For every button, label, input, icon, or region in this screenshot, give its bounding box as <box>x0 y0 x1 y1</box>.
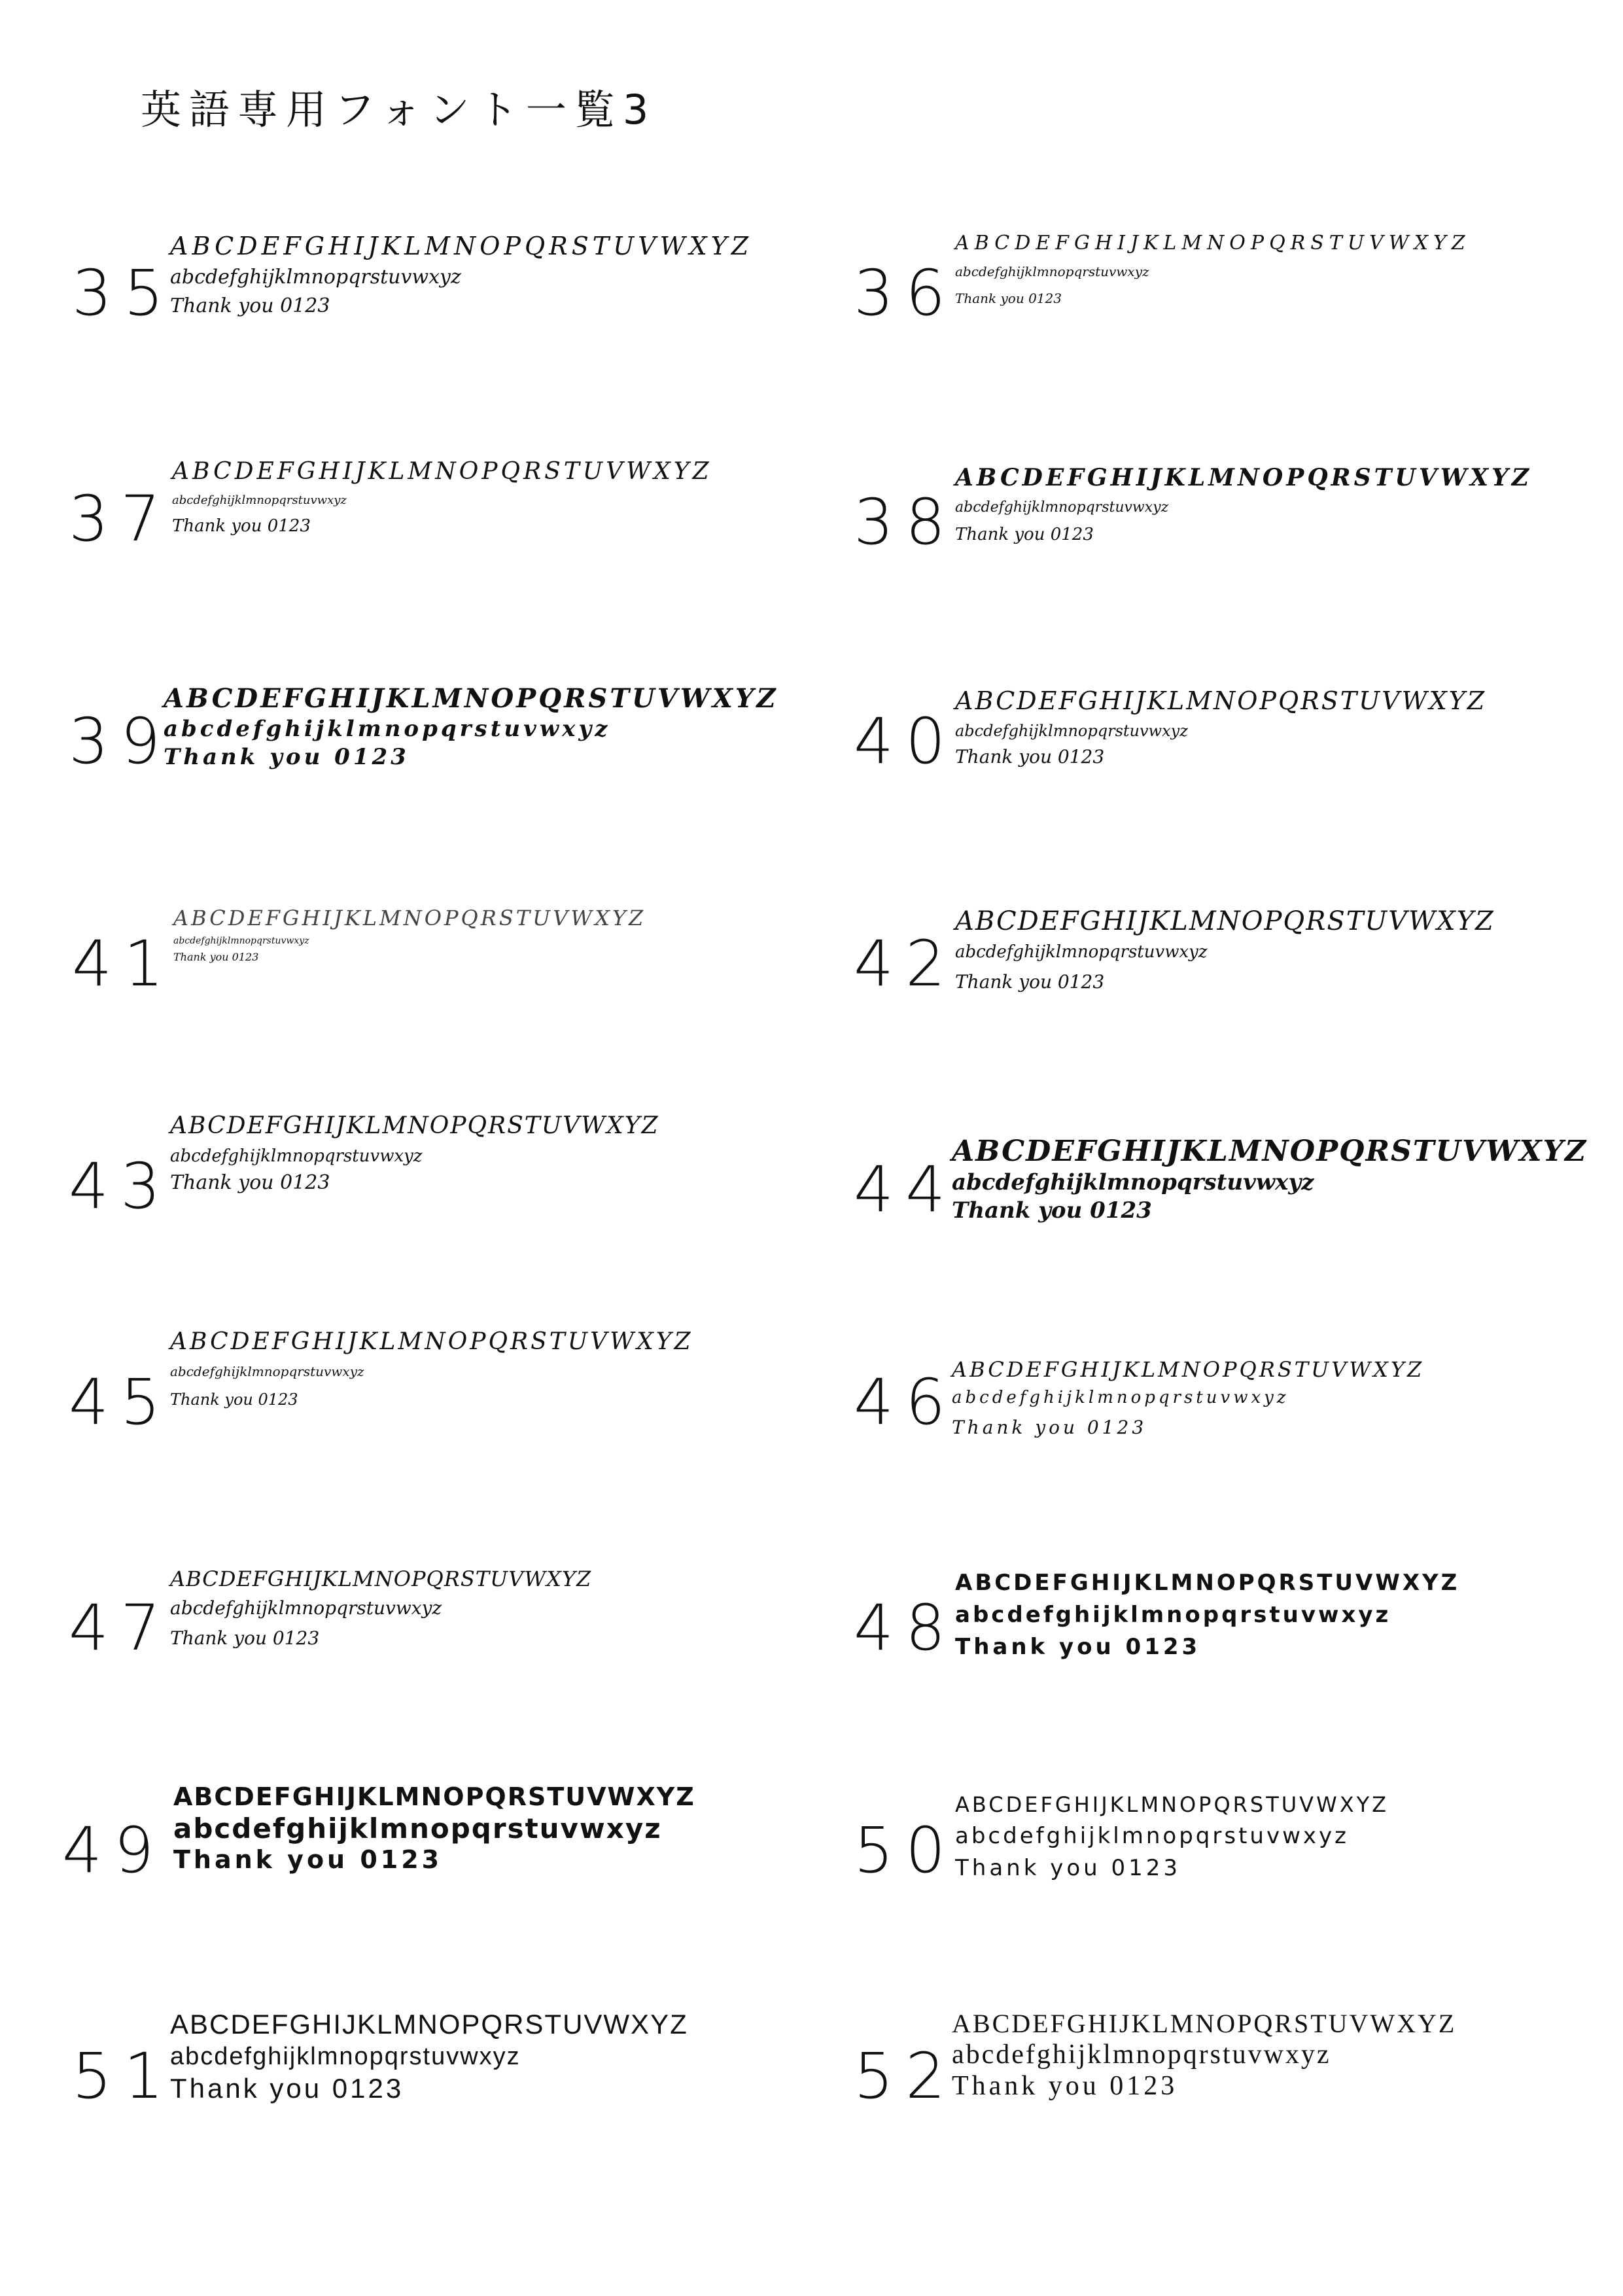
uppercase-line: ABCDEFGHIJKLMNOPQRSTUVWXYZ <box>170 1328 693 1355</box>
font-sample-40 <box>854 687 1623 844</box>
phrase-line: Thank you 0123 <box>952 2071 1178 2102</box>
uppercase-line: ABCDEFGHIJKLMNOPQRSTUVWXYZ <box>955 232 1471 255</box>
lowercase-line: abcdefghijklmnopqrstuvwxyz <box>170 265 461 289</box>
uppercase-line: ABCDEFGHIJKLMNOPQRSTUVWXYZ <box>170 232 753 260</box>
uppercase-line: ABCDEFGHIJKLMNOPQRSTUVWXYZ <box>952 1357 1425 1382</box>
sample-lines <box>955 906 1495 993</box>
lowercase-line: abcdefghijklmnopqrstuvwxyz <box>164 716 611 742</box>
uppercase-line: ABCDEFGHIJKLMNOPQRSTUVWXYZ <box>952 1135 1588 1168</box>
font-number: 36 <box>854 256 958 330</box>
lowercase-line: abcdefghijklmnopqrstuvwxyz <box>173 1812 662 1845</box>
font-sample-45 <box>69 1328 854 1485</box>
font-number: 47 <box>69 1591 173 1665</box>
sample-lines <box>170 2009 688 2104</box>
phrase-line: Thank you 0123 <box>955 290 1062 306</box>
font-number: 48 <box>854 1591 958 1665</box>
uppercase-line: ABCDEFGHIJKLMNOPQRSTUVWXYZ <box>955 906 1495 936</box>
page-title: 英語専用フォント一覧3 <box>141 86 657 133</box>
font-number: 39 <box>69 705 173 778</box>
font-number: 50 <box>854 1814 958 1887</box>
sample-lines <box>172 458 712 537</box>
phrase-line: Thank you 0123 <box>955 1634 1201 1661</box>
font-number: 45 <box>69 1366 173 1439</box>
uppercase-line: ABCDEFGHIJKLMNOPQRSTUVWXYZ <box>170 1112 659 1139</box>
uppercase-line: ABCDEFGHIJKLMNOPQRSTUVWXYZ <box>164 683 778 714</box>
font-sample-50 <box>854 1793 1623 1950</box>
lowercase-line: abcdefghijklmnopqrstuvwxyz <box>955 1602 1391 1629</box>
sample-lines <box>952 1358 1424 1438</box>
phrase-line: Thank you 0123 <box>170 1171 330 1195</box>
uppercase-line: ABCDEFGHIJKLMNOPQRSTUVWXYZ <box>173 1782 695 1811</box>
font-sample-37 <box>69 458 854 615</box>
phrase-line: Thank you 0123 <box>170 1390 298 1409</box>
font-number: 42 <box>854 927 958 1000</box>
sample-lines <box>952 1135 1587 1224</box>
phrase-line: Thank you 0123 <box>164 744 410 771</box>
sample-lines <box>170 232 752 318</box>
uppercase-line: ABCDEFGHIJKLMNOPQRSTUVWXYZ <box>955 686 1487 715</box>
phrase-line: Thank you 0123 <box>172 516 311 537</box>
font-sample-42 <box>854 906 1623 1063</box>
uppercase-line: ABCDEFGHIJKLMNOPQRSTUVWXYZ <box>955 464 1533 491</box>
phrase-line: Thank you 0123 <box>952 1197 1152 1224</box>
lowercase-line: abcdefghijklmnopqrstuvwxyz <box>172 493 347 508</box>
lowercase-line: abcdefghijklmnopqrstuvwxyz <box>955 263 1149 279</box>
sample-lines <box>173 1783 695 1875</box>
lowercase-line: abcdefghijklmnopqrstuvwxyz <box>173 935 309 946</box>
sample-lines <box>170 1112 659 1195</box>
font-number: 41 <box>72 927 176 1000</box>
font-number: 46 <box>854 1366 958 1439</box>
sample-lines <box>955 1570 1459 1660</box>
lowercase-line: abcdefghijklmnopqrstuvwxyz <box>952 1387 1289 1407</box>
lowercase-line: abcdefghijklmnopqrstuvwxyz <box>952 2040 1331 2070</box>
sample-lines <box>170 1328 693 1409</box>
font-sample-38 <box>854 465 1623 622</box>
font-sample-51 <box>72 2009 857 2166</box>
uppercase-line: ABCDEFGHIJKLMNOPQRSTUVWXYZ <box>170 2009 688 2040</box>
lowercase-line: abcdefghijklmnopqrstuvwxyz <box>170 1597 442 1619</box>
font-number: 37 <box>69 482 173 556</box>
font-sample-39 <box>69 684 854 841</box>
font-number: 35 <box>72 256 176 330</box>
lowercase-line: abcdefghijklmnopqrstuvwxyz <box>955 942 1208 962</box>
phrase-line: Thank you 0123 <box>955 746 1105 768</box>
lowercase-line: abcdefghijklmnopqrstuvwxyz <box>170 1364 364 1380</box>
sample-lines <box>173 906 646 963</box>
sample-lines <box>955 465 1532 545</box>
phrase-line: Thank you 0123 <box>170 294 330 318</box>
uppercase-line: ABCDEFGHIJKLMNOPQRSTUVWXYZ <box>172 458 712 485</box>
phrase-line: Thank you 0123 <box>955 1854 1181 1881</box>
lowercase-line: abcdefghijklmnopqrstuvwxyz <box>170 2043 521 2071</box>
font-sample-49 <box>62 1783 847 1940</box>
phrase-line: Thank you 0123 <box>955 970 1105 993</box>
uppercase-line: ABCDEFGHIJKLMNOPQRSTUVWXYZ <box>952 2009 1457 2038</box>
font-number: 52 <box>854 2040 958 2113</box>
font-sample-35 <box>72 232 857 389</box>
lowercase-line: abcdefghijklmnopqrstuvwxyz <box>955 499 1169 516</box>
lowercase-line: abcdefghijklmnopqrstuvwxyz <box>955 1822 1349 1849</box>
sample-lines <box>170 1567 591 1649</box>
uppercase-line: ABCDEFGHIJKLMNOPQRSTUVWXYZ <box>173 906 646 930</box>
phrase-line: Thank you 0123 <box>173 950 259 963</box>
uppercase-line: ABCDEFGHIJKLMNOPQRSTUVWXYZ <box>170 1566 592 1591</box>
uppercase-line: ABCDEFGHIJKLMNOPQRSTUVWXYZ <box>955 1570 1460 1596</box>
font-number: 44 <box>854 1153 958 1226</box>
font-sample-43 <box>69 1112 854 1269</box>
font-number: 40 <box>854 705 958 778</box>
sample-lines <box>955 1793 1389 1881</box>
font-number: 43 <box>69 1150 173 1223</box>
font-number: 49 <box>62 1814 166 1887</box>
phrase-line: Thank you 0123 <box>173 1845 443 1874</box>
font-sample-48 <box>854 1570 1623 1727</box>
lowercase-line: abcdefghijklmnopqrstuvwxyz <box>952 1169 1314 1195</box>
sample-lines <box>955 687 1486 768</box>
phrase-line: Thank you 0123 <box>170 1627 320 1649</box>
uppercase-line: ABCDEFGHIJKLMNOPQRSTUVWXYZ <box>955 1792 1389 1817</box>
sample-lines <box>955 232 1471 306</box>
font-number: 51 <box>72 2040 176 2113</box>
lowercase-line: abcdefghijklmnopqrstuvwxyz <box>170 1146 423 1167</box>
font-sample-41 <box>72 906 857 1063</box>
sample-lines <box>952 2009 1456 2102</box>
phrase-line: Thank you 0123 <box>955 524 1094 544</box>
font-sample-47 <box>69 1567 854 1724</box>
font-sample-52 <box>854 2009 1623 2166</box>
font-sample-46 <box>854 1358 1623 1515</box>
phrase-line: Thank you 0123 <box>952 1416 1147 1438</box>
font-number: 38 <box>854 486 958 559</box>
font-sample-44 <box>854 1135 1623 1292</box>
font-sample-36 <box>854 232 1623 389</box>
phrase-line: Thank you 0123 <box>170 2072 404 2104</box>
lowercase-line: abcdefghijklmnopqrstuvwxyz <box>955 721 1188 740</box>
sample-lines <box>164 684 778 770</box>
